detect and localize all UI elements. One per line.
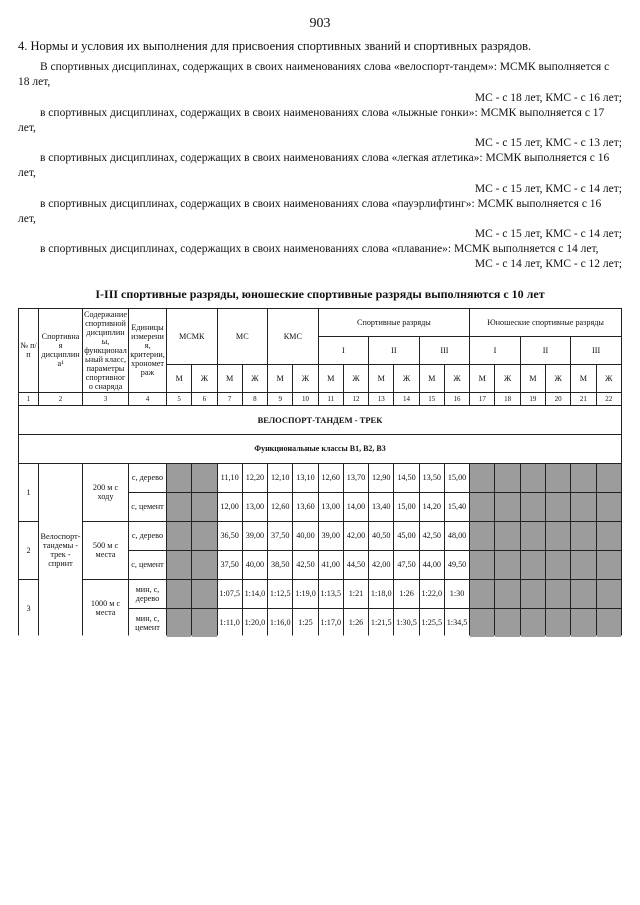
value-cell: 1:14,0: [242, 579, 267, 608]
unit-cell: с, цемент: [129, 492, 167, 521]
value-cell: 41,00: [318, 550, 343, 579]
value-cell: 12,90: [369, 463, 394, 492]
youth-cell: [520, 463, 545, 492]
value-cell: 39,00: [242, 521, 267, 550]
column-index: 3: [83, 392, 129, 405]
col-content: Содержание спортивной дисциплины, функциональный класс, параметры спортивного снаряда: [84, 309, 127, 391]
value-cell: 13,00: [318, 492, 343, 521]
unit-cell: мин, с, дерево: [129, 579, 167, 608]
value-cell: 1:19,0: [293, 579, 318, 608]
value-cell: 36,50: [217, 521, 242, 550]
youth-cell: [520, 521, 545, 550]
row-number: 2: [19, 521, 39, 579]
col-m: М: [571, 364, 596, 392]
note-paragraph: в спортивных дисциплинах, содержащих в своих наименованиях слова «легкая атлетика»: МСМК выполняется с 16 лет, МС - с 15 лет, КМС - с 14 лет;: [18, 152, 622, 195]
youth-cell: [470, 492, 495, 521]
youth-cell: [545, 492, 570, 521]
column-index: 10: [293, 392, 318, 405]
youth-cell: [495, 579, 520, 608]
msmk-zh-cell: [192, 463, 217, 492]
value-cell: 1:07,5: [217, 579, 242, 608]
value-cell: 1:21: [343, 579, 368, 608]
discipline-content: 500 м с места: [83, 521, 129, 579]
column-index: 21: [571, 392, 596, 405]
col-m: М: [167, 364, 192, 392]
youth-cell: [571, 608, 596, 637]
table-body: [19, 405, 622, 637]
col-rank-2: II: [369, 336, 420, 364]
youth-cell: [520, 550, 545, 579]
youth-cell: [571, 463, 596, 492]
value-cell: 44,50: [343, 550, 368, 579]
column-index: 14: [394, 392, 419, 405]
youth-cell: [470, 521, 495, 550]
col-youth-rank-2: II: [520, 336, 571, 364]
value-cell: 1:26: [343, 608, 368, 637]
unit-cell: с, дерево: [129, 521, 167, 550]
column-index: 16: [444, 392, 469, 405]
value-cell: 1:11,0: [217, 608, 242, 637]
column-index: 13: [369, 392, 394, 405]
youth-cell: [596, 579, 621, 608]
col-m: М: [268, 364, 293, 392]
col-num: № п/п: [19, 308, 39, 392]
column-index: 6: [192, 392, 217, 405]
age-requirements: [18, 60, 622, 272]
value-cell: 37,50: [217, 550, 242, 579]
col-rank-3: III: [419, 336, 470, 364]
header-row: [19, 308, 622, 336]
section-title: ВЕЛОСПОРТ-ТАНДЕМ - ТРЕК: [19, 405, 622, 434]
value-cell: 42,00: [369, 550, 394, 579]
value-cell: 40,00: [242, 550, 267, 579]
col-kms: КМС: [268, 308, 319, 364]
col-zh: Ж: [444, 364, 469, 392]
youth-cell: [495, 492, 520, 521]
value-cell: 42,50: [419, 521, 444, 550]
value-cell: 1:30,5: [394, 608, 419, 637]
class-row: [19, 434, 622, 463]
col-m: М: [520, 364, 545, 392]
msmk-m-cell: [167, 521, 192, 550]
column-index: 12: [343, 392, 368, 405]
youth-cell: [470, 550, 495, 579]
youth-cell: [545, 521, 570, 550]
col-m: М: [419, 364, 444, 392]
note-paragraph: в спортивных дисциплинах, содержащих в своих наименованиях слова «лыжные гонки»: МСМК выполняется с 17 лет, МС - с 15 лет, КМС - с 13 лет;: [18, 106, 622, 150]
column-index: 1: [19, 392, 39, 405]
youth-cell: [495, 608, 520, 637]
value-cell: 47,50: [394, 550, 419, 579]
page-number: 903: [309, 16, 331, 31]
section-heading: 4. Нормы и условия их выполнения для присвоения спортивных званий и спортивных разрядов.: [18, 39, 532, 53]
value-cell: 45,00: [394, 521, 419, 550]
youth-cell: [545, 550, 570, 579]
value-cell: 1:16,0: [268, 608, 293, 637]
value-cell: 1:34,5: [444, 608, 469, 637]
value-cell: 13,00: [242, 492, 267, 521]
unit-cell: с, цемент: [129, 550, 167, 579]
value-cell: 13,60: [293, 492, 318, 521]
youth-cell: [571, 579, 596, 608]
msmk-m-cell: [167, 550, 192, 579]
col-zh: Ж: [545, 364, 570, 392]
value-cell: 12,20: [242, 463, 267, 492]
norms-table: [18, 308, 622, 632]
youth-cell: [571, 492, 596, 521]
value-cell: 1:25: [293, 608, 318, 637]
table-row: [19, 521, 622, 550]
value-cell: 39,00: [318, 521, 343, 550]
value-cell: 1:25,5: [419, 608, 444, 637]
value-cell: 38,50: [268, 550, 293, 579]
col-zh: Ж: [596, 364, 621, 392]
value-cell: 44,00: [419, 550, 444, 579]
msmk-zh-cell: [192, 608, 217, 637]
unit-cell: с, дерево: [129, 463, 167, 492]
value-cell: 12,10: [268, 463, 293, 492]
col-m: М: [369, 364, 394, 392]
col-zh: Ж: [394, 364, 419, 392]
table-row: [19, 463, 622, 492]
discipline-content: 1000 м с места: [83, 579, 129, 637]
value-cell: 1:18,0: [369, 579, 394, 608]
msmk-zh-cell: [192, 492, 217, 521]
column-index: 5: [167, 392, 192, 405]
youth-cell: [520, 579, 545, 608]
value-cell: 13,40: [369, 492, 394, 521]
value-cell: 48,00: [444, 521, 469, 550]
value-cell: 49,50: [444, 550, 469, 579]
col-youth-rank-1: I: [470, 336, 521, 364]
value-cell: 14,50: [394, 463, 419, 492]
youth-cell: [596, 492, 621, 521]
value-cell: 12,60: [268, 492, 293, 521]
column-index-row: [19, 392, 622, 405]
column-index: 9: [268, 392, 293, 405]
value-cell: 1:26: [394, 579, 419, 608]
youth-cell: [596, 608, 621, 637]
discipline-name: Велоспорт-тандемы - трек - спринт: [39, 463, 83, 637]
value-cell: 42,00: [343, 521, 368, 550]
column-index: 18: [495, 392, 520, 405]
value-cell: 40,50: [369, 521, 394, 550]
msmk-zh-cell: [192, 579, 217, 608]
youth-cell: [596, 463, 621, 492]
msmk-zh-cell: [192, 550, 217, 579]
section-row: [19, 405, 622, 434]
value-cell: 1:13,5: [318, 579, 343, 608]
value-cell: 13,70: [343, 463, 368, 492]
value-cell: 11,10: [217, 463, 242, 492]
value-cell: 1:20,0: [242, 608, 267, 637]
column-index: 7: [217, 392, 242, 405]
youth-ranks-note: I-III спортивные разряды, юношеские спортивные разряды выполняются с 10 лет: [95, 286, 545, 301]
youth-cell: [470, 579, 495, 608]
col-zh: Ж: [343, 364, 368, 392]
column-index: 8: [242, 392, 267, 405]
youth-cell: [545, 608, 570, 637]
col-m: М: [217, 364, 242, 392]
value-cell: 14,20: [419, 492, 444, 521]
note-paragraph: в спортивных дисциплинах, содержащих в своих наименованиях слова «пауэрлифтинг»: МСМК выполняется с 16 лет, МС - с 15 лет, КМС - с 14 лет;: [18, 197, 622, 241]
value-cell: 1:17,0: [318, 608, 343, 637]
col-youth-rank-3: III: [571, 336, 622, 364]
youth-cell: [571, 521, 596, 550]
column-index: 11: [318, 392, 343, 405]
value-cell: 42,50: [293, 550, 318, 579]
col-sport-ranks: Спортивные разряды: [318, 308, 470, 336]
column-index: 4: [129, 392, 167, 405]
value-cell: 40,00: [293, 521, 318, 550]
youth-cell: [596, 550, 621, 579]
row-number: 1: [19, 463, 39, 521]
value-cell: 14,00: [343, 492, 368, 521]
youth-cell: [470, 608, 495, 637]
youth-cell: [571, 550, 596, 579]
col-ms: МС: [217, 308, 268, 364]
discipline-content: 200 м с ходу: [83, 463, 129, 521]
column-index: 22: [596, 392, 621, 405]
value-cell: 37,50: [268, 521, 293, 550]
col-youth-ranks: Юношеские спортивные разряды: [470, 308, 622, 336]
youth-cell: [545, 579, 570, 608]
value-cell: 13,10: [293, 463, 318, 492]
youth-cell: [495, 550, 520, 579]
col-zh: Ж: [495, 364, 520, 392]
youth-cell: [495, 463, 520, 492]
note-paragraph: в спортивных дисциплинах, содержащих в своих наименованиях слова «плавание»: МСМК выполняется с 14 лет, МС - с 14 лет, КМС - с 12 лет;: [40, 243, 622, 271]
youth-cell: [545, 463, 570, 492]
col-unit: Единицы измерения, критерии, хронометраж: [129, 308, 167, 392]
unit-cell: мин, с, цемент: [129, 608, 167, 637]
msmk-m-cell: [167, 579, 192, 608]
table-row: [19, 579, 622, 608]
value-cell: 15,40: [444, 492, 469, 521]
value-cell: 12,60: [318, 463, 343, 492]
value-cell: 12,00: [217, 492, 242, 521]
col-zh: Ж: [192, 364, 217, 392]
column-index: 15: [419, 392, 444, 405]
msmk-m-cell: [167, 492, 192, 521]
value-cell: 1:30: [444, 579, 469, 608]
note-paragraph: В спортивных дисциплинах, содержащих в своих наименованиях слова «велоспорт-тандем»: МСМК выполняется с 18 лет, МС - с 18 лет, КМС - с 16 лет;: [18, 61, 622, 104]
value-cell: 1:21,5: [369, 608, 394, 637]
youth-cell: [470, 463, 495, 492]
col-m: М: [318, 364, 343, 392]
column-index: 17: [470, 392, 495, 405]
column-index: 20: [545, 392, 570, 405]
row-number: 3: [19, 579, 39, 637]
class-title: Функциональные классы В1, В2, В3: [19, 434, 622, 463]
youth-cell: [495, 521, 520, 550]
value-cell: 1:22,0: [419, 579, 444, 608]
msmk-m-cell: [167, 608, 192, 637]
column-index: 19: [520, 392, 545, 405]
value-cell: 1:12,5: [268, 579, 293, 608]
column-index: 2: [39, 392, 83, 405]
youth-cell: [520, 608, 545, 637]
col-m: М: [470, 364, 495, 392]
youth-cell: [596, 521, 621, 550]
youth-cell: [520, 492, 545, 521]
col-zh: Ж: [293, 364, 318, 392]
value-cell: 13,50: [419, 463, 444, 492]
col-msmk: МСМК: [167, 308, 218, 364]
col-rank-1: I: [318, 336, 369, 364]
value-cell: 15,00: [394, 492, 419, 521]
msmk-m-cell: [167, 463, 192, 492]
value-cell: 15,00: [444, 463, 469, 492]
msmk-zh-cell: [192, 521, 217, 550]
col-zh: Ж: [242, 364, 267, 392]
col-discipline: Спортивная дисциплина¹: [39, 308, 83, 392]
